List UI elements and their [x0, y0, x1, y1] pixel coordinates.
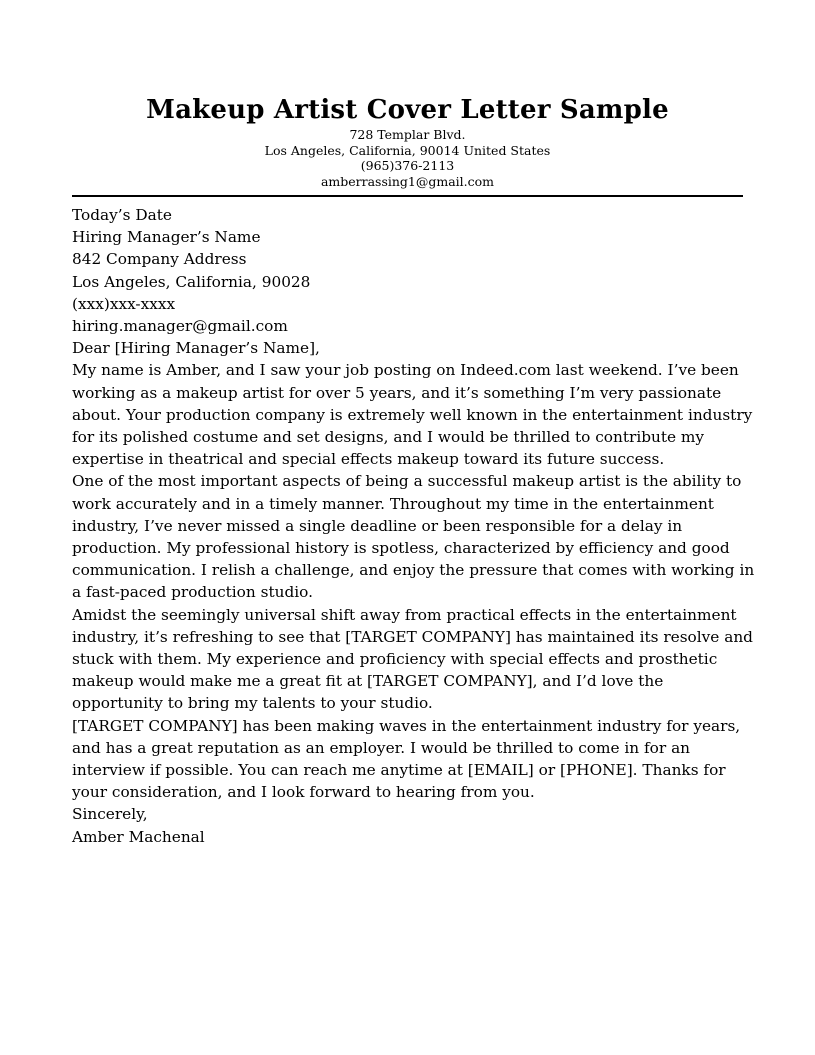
body-paragraph-2 — [72, 470, 755, 603]
recipient-company-address: 842 Company Address — [72, 250, 247, 269]
paragraph-line: your consideration, and I look forward to hearing from you. — [72, 783, 535, 802]
paragraph-line: and has a great reputation as an employer. I would be thrilled to come in for an — [72, 738, 691, 757]
letter-body — [72, 204, 755, 848]
closing: Sincerely, — [72, 805, 148, 824]
recipient-name: Hiring Manager’s Name — [72, 228, 261, 247]
paragraph-line: production. My professional history is spotless, characterized by efficiency and good — [72, 539, 730, 558]
header-divider — [72, 195, 743, 197]
recipient-email: hiring.manager@gmail.com — [72, 317, 288, 336]
paragraph-line: a fast-paced production studio. — [72, 583, 313, 602]
body-paragraph-1 — [72, 359, 752, 470]
paragraph-line: [TARGET COMPANY] has been making waves in the entertainment industry for years, — [72, 716, 741, 735]
sender-address-line2: Los Angeles, California, 90014 United States — [264, 142, 551, 158]
paragraph-line: One of the most important aspects of being a successful makeup artist is the ability to — [72, 472, 742, 491]
letter-header — [0, 93, 815, 189]
body-paragraph-3 — [72, 604, 752, 715]
sender-email: amberrassing1@gmail.com — [320, 173, 495, 189]
paragraph-line: Amidst the seemingly universal shift away from practical effects in the entertainment — [72, 605, 737, 624]
paragraph-line: expertise in theatrical and special effects makeup toward its future success. — [72, 450, 665, 469]
paragraph-line: opportunity to bring my talents to your studio. — [72, 694, 433, 713]
paragraph-line: interview if possible. You can reach me anytime at [EMAIL] or [PHONE]. Thanks for — [72, 761, 726, 780]
salutation: Dear [Hiring Manager’s Name], — [72, 339, 320, 358]
paragraph-line: stuck with them. My experience and proficiency with special effects and prosthetic — [72, 650, 718, 669]
recipient-city-state-zip: Los Angeles, California, 90028 — [72, 272, 311, 291]
paragraph-line: My name is Amber, and I saw your job posting on Indeed.com last weekend. I’ve been — [72, 361, 739, 380]
page-title: Makeup Artist Cover Letter Sample — [146, 95, 669, 125]
body-paragraph-4 — [72, 715, 752, 804]
sender-phone: (965)376-2113 — [360, 158, 455, 173]
paragraph-line: industry, I’ve never missed a single deadline or been responsible for a delay in — [72, 516, 683, 535]
paragraph-line: working as a makeup artist for over 5 years, and it’s something I’m very passionate — [72, 383, 722, 402]
sender-address-line1: 728 Templar Blvd. — [349, 127, 466, 142]
signature-name: Amber Machenal — [72, 827, 205, 846]
paragraph-line: industry, it’s refreshing to see that [TARGET COMPANY] has maintained its resolve and — [72, 627, 753, 646]
paragraph-line: about. Your production company is extremely well known in the entertainment industry — [72, 405, 753, 424]
letter-date: Today’s Date — [72, 206, 172, 224]
paragraph-line: for its polished costume and set designs, and I would be thrilled to contribute my — [72, 428, 705, 447]
paragraph-line: makeup would make me a great fit at [TARGET COMPANY], and I’d love the — [72, 672, 664, 691]
paragraph-line: work accurately and in a timely manner. Throughout my time in the entertainment — [72, 494, 714, 513]
recipient-phone: (xxx)xxx-xxxx — [72, 294, 176, 313]
paragraph-line: communication. I relish a challenge, and enjoy the pressure that comes with working in — [72, 561, 755, 580]
